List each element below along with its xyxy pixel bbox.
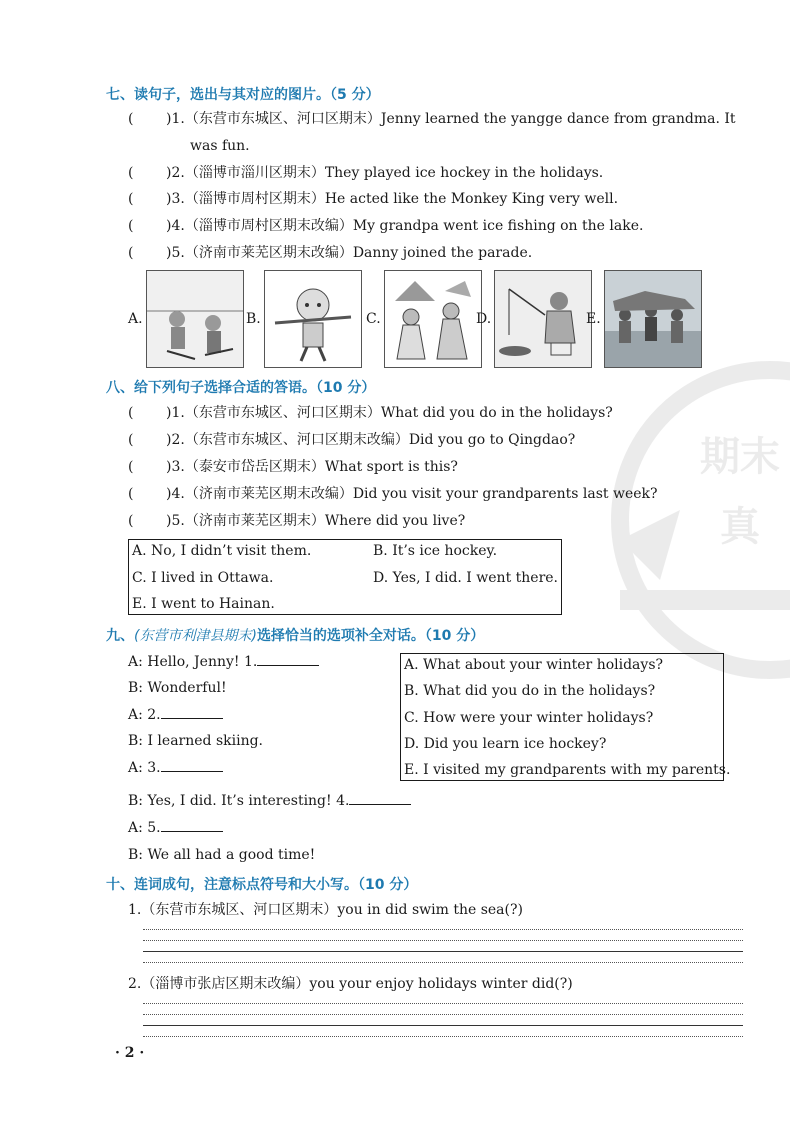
watermark-text-2: 真: [720, 504, 760, 550]
s8-option-a: A. No, I didn’t visit them.: [132, 543, 312, 559]
s9-option-d: D. Did you learn ice hockey?: [404, 736, 607, 752]
page-number: · 2 ·: [115, 1045, 145, 1061]
s9-dialogue-2: B: Wonderful!: [128, 680, 227, 696]
s10-question-1: 1.（东营市东城区、河口区期末）you in did swim the sea(?): [128, 902, 523, 918]
answer-blank-5[interactable]: [161, 819, 223, 832]
s7-question-4: ( )4.（淄博市周村区期末改编）My grandpa went ice fishing on the lake.: [128, 218, 644, 234]
ice-fishing-picture: [494, 270, 592, 368]
s7-question-5: ( )5.（济南市莱芜区期末改编）Danny joined the parade.: [128, 245, 533, 261]
answer-lines-2[interactable]: [143, 1003, 743, 1037]
s7-question-1: ( )1.（东营市东城区、河口区期末）Jenny learned the yangge dance from grandma. It: [128, 111, 736, 127]
s8-question-3: ( )3.（泰安市岱岳区期末）What sport is this?: [128, 459, 458, 475]
s8-question-2: ( )2.（东营市东城区、河口区期末改编）Did you go to Qingdao?: [128, 432, 576, 448]
monkey-king-picture: [264, 270, 362, 368]
s8-option-c: C. I lived in Ottawa.: [132, 570, 274, 586]
s8-question-1: ( )1.（东营市东城区、河口区期末）What did you do in the holidays?: [128, 405, 613, 421]
s9-dialogue-3: A: 2.: [128, 706, 223, 724]
ice-hockey-picture: [146, 270, 244, 368]
s8-option-e: E. I went to Hainan.: [132, 596, 275, 612]
s8-question-4: ( )4.（济南市莱芜区期末改编）Did you visit your grandparents last week?: [128, 486, 658, 502]
picture-d-label: D.: [476, 311, 492, 327]
s9-dialogue-7: A: 5.: [128, 819, 223, 837]
section8-title: 八、给下列句子选择合适的答语。（10 分）: [106, 380, 376, 396]
s9-dialogue-6: B: Yes, I did. It’s interesting! 4.: [128, 792, 411, 810]
watermark-logo: [600, 360, 790, 680]
s9-option-e: E. I visited my grandparents with my parents.: [404, 762, 731, 778]
s7-question-2: ( )2.（淄博市淄川区期末）They played ice hockey in the holidays.: [128, 165, 604, 181]
answer-blank-3[interactable]: [161, 759, 223, 772]
answer-lines-1[interactable]: [143, 929, 743, 963]
watermark-text-1: 期末: [700, 434, 780, 480]
answer-blank-2[interactable]: [161, 706, 223, 719]
picture-a-label: A.: [128, 311, 143, 327]
s10-question-2: 2.（淄博市张店区期末改编）you your enjoy holidays winter did(?): [128, 976, 573, 992]
picture-c-label: C.: [366, 311, 381, 327]
answer-blank-4[interactable]: [349, 792, 411, 805]
answer-blank-1[interactable]: [257, 653, 319, 666]
s7-question-3: ( )3.（淄博市周村区期末）He acted like the Monkey King very well.: [128, 191, 619, 207]
s9-option-b: B. What did you do in the holidays?: [404, 683, 656, 699]
s8-option-d: D. Yes, I did. I went there.: [373, 570, 559, 586]
s7-question-1-cont: was fun.: [190, 138, 250, 154]
section10-title: 十、连词成句，注意标点符号和大小写。（10 分）: [106, 877, 418, 893]
s9-dialogue-8: B: We all had a good time!: [128, 847, 316, 863]
picture-e-label: E.: [586, 311, 601, 327]
s9-options-box: [400, 653, 731, 781]
yangge-dance-picture: [384, 270, 482, 368]
s8-options-box: [128, 539, 562, 615]
parade-picture: [604, 270, 702, 368]
picture-b-label: B.: [246, 311, 261, 327]
s8-option-b: B. It’s ice hockey.: [373, 543, 498, 559]
s8-question-5: ( )5.（济南市莱芜区期末）Where did you live?: [128, 513, 466, 529]
section7-title: 七、读句子，选出与其对应的图片。（5 分）: [106, 87, 380, 103]
section9-title: 九、(东营市利津县期末)选择恰当的选项补全对话。（10 分）: [106, 628, 485, 644]
s9-dialogue-1: A: Hello, Jenny! 1.: [128, 653, 319, 671]
s9-dialogue-4: B: I learned skiing.: [128, 733, 264, 749]
s9-option-a: A. What about your winter holidays?: [404, 657, 664, 673]
s9-option-c: C. How were your winter holidays?: [404, 710, 654, 726]
picture-row: [128, 270, 698, 370]
s9-dialogue-5: A: 3.: [128, 759, 223, 777]
